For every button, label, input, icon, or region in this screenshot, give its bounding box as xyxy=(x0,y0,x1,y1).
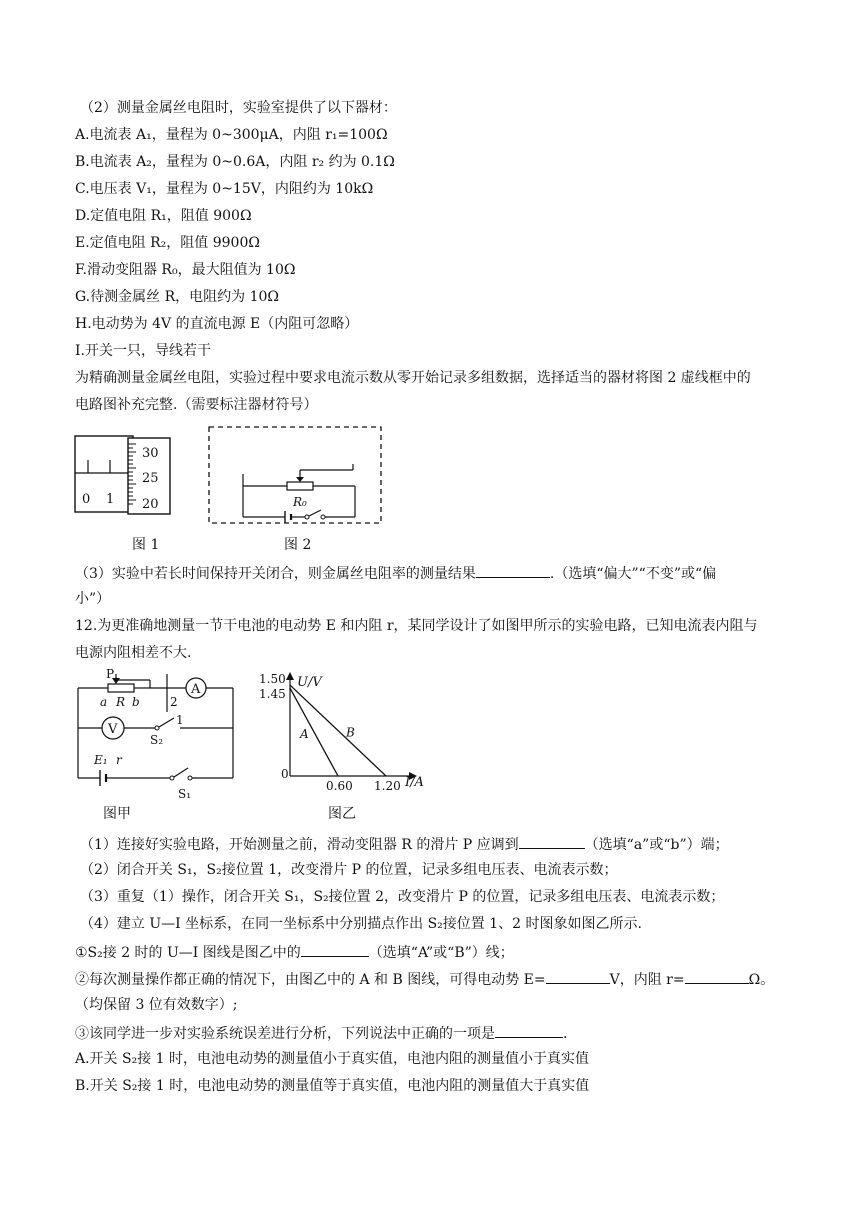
q12-step2: （2）闭合开关 S₁，S₂接位置 1，改变滑片 P 的位置，记录多组电压表、电流表示数； xyxy=(80,862,618,878)
q11-part3-text-before: （3）实验中若长时间保持开关闭合，则金属丝电阻率的测量结果 xyxy=(75,566,476,582)
equipment-i: I.开关一只，导线若干 xyxy=(75,343,211,359)
task-line-2: 电路图补充完整.（需要标注器材符号） xyxy=(75,397,318,413)
answer-blank-q11-3[interactable] xyxy=(476,562,550,578)
rheostat-label: R₀ xyxy=(293,495,307,509)
equipment-g: G.待测金属丝 R，电阻约为 10Ω xyxy=(75,289,279,305)
q12-sub1-before: ①S₂接 2 时的 U—I 图线是图乙中的 xyxy=(75,945,301,961)
figure-1-caption: 图 1 xyxy=(132,537,160,553)
q11-part2-intro: （2）测量金属丝电阻时，实验室提供了以下器材： xyxy=(80,100,397,116)
option-b: B.开关 S₂接 1 时，电池电动势的测量值等于真实值，电池内阻的测量值大于真实值 xyxy=(75,1078,590,1094)
q11-part3-line2: 小”） xyxy=(75,591,111,607)
answer-blank-sub3[interactable] xyxy=(495,1022,563,1038)
rheostat-label-r: R xyxy=(116,695,126,709)
series-label-a: A xyxy=(300,727,309,742)
vernier-label-30: 30 xyxy=(142,446,159,461)
figure-2-circuit xyxy=(205,424,385,528)
q12-sub1-after: （选填“A”或“B”）线； xyxy=(368,945,514,961)
voltmeter-label: V xyxy=(108,722,118,737)
svg-text:R₀ xyxy=(292,495,307,509)
equipment-d: D.定值电阻 R₁，阻值 900Ω xyxy=(75,208,252,224)
y-tick-label-1: 1.45 xyxy=(259,687,286,702)
q12-step1-after: （选填“a”或“b”）端； xyxy=(584,837,729,853)
answer-blank-step1[interactable] xyxy=(519,833,585,849)
q12-sub1 xyxy=(75,941,514,963)
q12-step1 xyxy=(80,833,729,855)
q12-sub3-before: ③该同学进一步对实验系统误差进行分析，下列说法中正确的一项是 xyxy=(75,1026,495,1042)
switch-position-2: 2 xyxy=(170,695,178,709)
q12-sub2-after: Ω。 xyxy=(748,972,775,988)
x-axis-label: I/A xyxy=(405,775,424,790)
y-axis-label: U/V xyxy=(297,675,322,690)
q11-part3-line1 xyxy=(75,562,716,584)
x-tick-label-1: 1.20 xyxy=(374,779,401,793)
switch-position-1: 1 xyxy=(176,713,184,727)
q12-step1-before: （1）连接好实验电路，开始测量之前，滑动变阻器 R 的滑片 P 应调到 xyxy=(80,837,519,853)
answer-blank-sub1[interactable] xyxy=(301,941,369,957)
figure-yi-ui-graph xyxy=(255,670,445,795)
q12-sub3-after: . xyxy=(563,1026,568,1042)
switch-s2-label: S₂ xyxy=(150,733,164,747)
q12-sub3 xyxy=(75,1022,567,1044)
q12-sub2-mid: V，内阻 r= xyxy=(609,972,685,988)
vernier-label-25: 25 xyxy=(142,471,159,486)
x-tick-label-0: 0.60 xyxy=(326,779,353,793)
battery-label-e1: E₁ xyxy=(94,753,108,767)
y-tick-label-0: 1.50 xyxy=(259,672,286,687)
figure-2-caption: 图 2 xyxy=(284,537,312,553)
series-label-b: B xyxy=(346,725,355,740)
figure-jia-circuit xyxy=(70,666,245,806)
equipment-h: H.电动势为 4V 的直流电源 E（内阻可忽略） xyxy=(75,316,359,332)
answer-blank-internal-resistance[interactable] xyxy=(685,968,749,984)
end-label-b: b xyxy=(132,695,140,709)
q11-part3-text-after: .（选填“偏大”“不变”或“偏 xyxy=(549,566,717,582)
main-scale-label-0: 0 xyxy=(82,492,91,507)
equipment-e: E.定值电阻 R₂，阻值 9900Ω xyxy=(75,235,260,251)
series-line-a xyxy=(290,688,338,776)
switch-s1-label: S₁ xyxy=(178,787,192,801)
equipment-a: A.电流表 A₁，量程为 0~300μA，内阻 r₁=100Ω xyxy=(75,127,388,143)
q12-sub2-note: （均保留 3 位有效数字）; xyxy=(75,997,238,1013)
q12-sub2 xyxy=(75,968,774,990)
answer-blank-emf[interactable] xyxy=(546,968,610,984)
slider-label-p: P xyxy=(106,667,115,681)
task-line-1: 为精确测量金属丝电阻，实验过程中要求电流示数从零开始记录多组数据，选择适当的器材将图 2 虚线框中的 xyxy=(75,370,751,386)
q12-step3: （3）重复（1）操作，闭合开关 S₁，S₂接位置 2，改变滑片 P 的位置，记录多组电压表、电流表示数； xyxy=(80,889,725,905)
vernier-label-20: 20 xyxy=(142,497,159,512)
internal-resistance-label: r xyxy=(116,753,122,767)
q12-step4: （4）建立 U—I 坐标系，在同一坐标系中分别描点作出 S₂接位置 1、2 时图象如图乙所示. xyxy=(80,916,642,932)
origin-label: 0 xyxy=(281,767,289,781)
equipment-c: C.电压表 V₁，量程为 0~15V，内阻约为 10kΩ xyxy=(75,181,374,197)
end-label-a: a xyxy=(100,695,108,709)
ammeter-label: A xyxy=(191,682,201,697)
q12-stem-line2: 电源内阻相差不大. xyxy=(75,645,192,661)
main-scale-label-1: 1 xyxy=(106,492,115,507)
q12-stem-line1: 12.为更准确地测量一节干电池的电动势 E 和内阻 r，某同学设计了如图甲所示的实验电路，已知电流表内阻与 xyxy=(75,618,758,634)
equipment-f: F.滑动变阻器 R₀，最大阻值为 10Ω xyxy=(75,262,296,278)
figure-yi-caption: 图乙 xyxy=(328,806,356,822)
q12-sub2-before: ②每次测量操作都正确的情况下，由图乙中的 A 和 B 图线，可得电动势 E= xyxy=(75,972,546,988)
equipment-b: B.电流表 A₂，量程为 0~0.6A，内阻 r₂ 约为 0.1Ω xyxy=(75,154,395,170)
figure-1-vernier xyxy=(70,430,180,525)
figure-jia-caption: 图甲 xyxy=(103,806,131,822)
option-a: A.开关 S₂接 1 时，电池电动势的测量值小于真实值，电池内阻的测量值小于真实值 xyxy=(75,1051,590,1067)
